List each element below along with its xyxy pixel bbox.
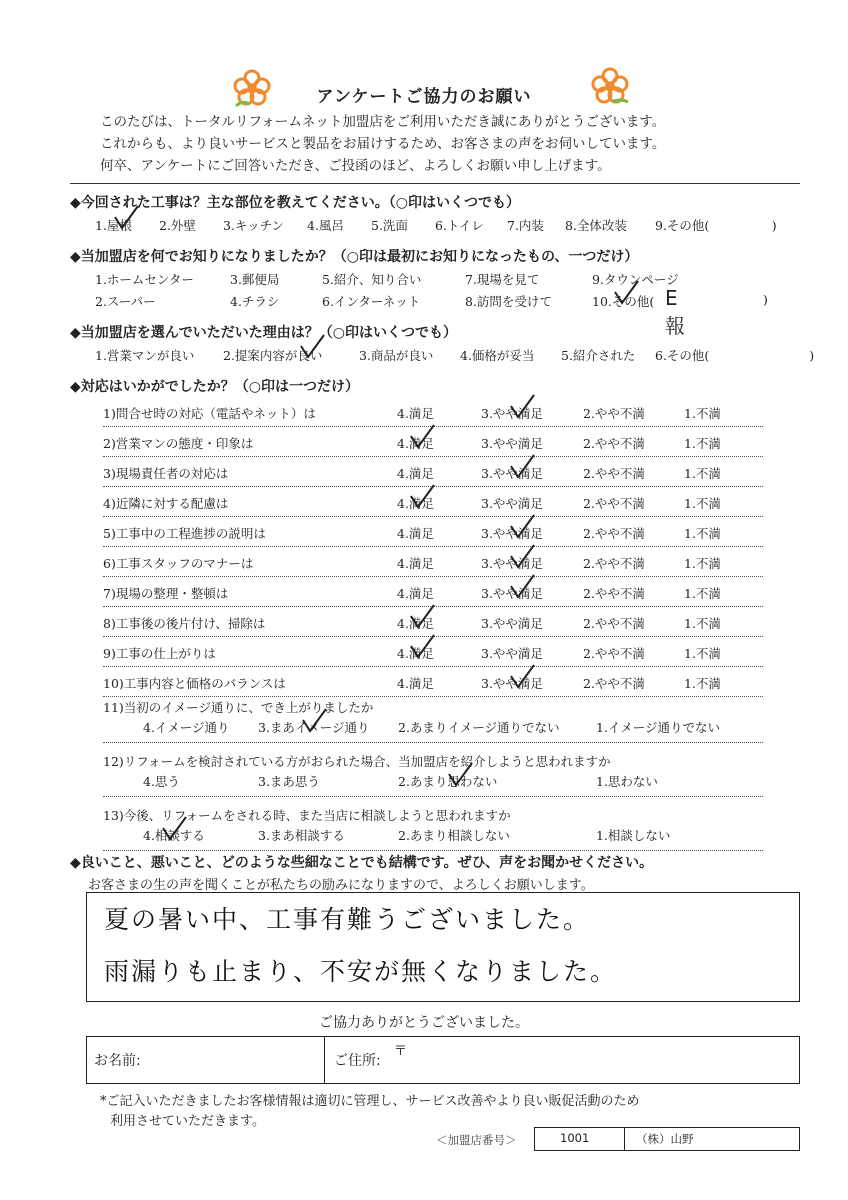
comment-line: 夏の暑い中、工事有難うございました。 xyxy=(104,905,591,934)
rating-choice[interactable]: 2.やや不満 xyxy=(583,406,645,421)
rating-row-label: 3)現場責任者の対応は xyxy=(103,466,229,481)
q3-option[interactable]: 1.営業マンが良い xyxy=(95,348,195,363)
check-mark-icon xyxy=(508,572,536,602)
extra-choice[interactable]: 3.まあ思う xyxy=(258,774,320,789)
q3-heading: ◆当加盟店を選んでいただいた理由は？（○印はいくつでも） xyxy=(70,325,457,341)
name-label: お名前: xyxy=(94,1053,141,1069)
comment-line: 雨漏りも止まり、不安が無くなりました。 xyxy=(104,957,618,986)
extra-question-label: 12)リフォームを検討されている方がおられた場合、当加盟店を紹介しようと思われますか xyxy=(103,754,611,769)
extra-choice[interactable]: 1.相談しない xyxy=(596,828,671,843)
rating-choice[interactable]: 2.やや不満 xyxy=(583,556,645,571)
row-divider xyxy=(103,666,763,667)
q2-heading: ◆当加盟店を何でお知りになりましたか？（○印は最初にお知りになったもの、一つだけ） xyxy=(70,249,639,265)
extra-choice[interactable]: 4.思う xyxy=(143,774,180,789)
rating-choice[interactable]: 1.不満 xyxy=(684,466,721,481)
check-mark-icon xyxy=(300,706,328,736)
q2-option[interactable]: 7.現場を見て xyxy=(465,272,540,287)
thanks-text: ご協力ありがとうございました。 xyxy=(319,1015,529,1031)
postal-mark: 〒 xyxy=(394,1044,408,1059)
rating-row-label: 8)工事後の後片付け、掃除は xyxy=(103,616,266,631)
rating-choice[interactable]: 1.不満 xyxy=(684,436,721,451)
rating-row-label: 6)工事スタッフのマナーは xyxy=(103,556,254,571)
q2-option[interactable]: 9.タウンページ xyxy=(592,272,679,287)
rating-choice[interactable]: 3.やや満足 xyxy=(481,556,543,571)
rating-choice[interactable]: 1.不満 xyxy=(684,616,721,631)
check-mark-icon xyxy=(112,203,140,233)
row-divider xyxy=(103,456,763,457)
address-field[interactable] xyxy=(410,1040,790,1080)
q1-option[interactable]: 6.トイレ xyxy=(435,218,484,233)
rating-choice[interactable]: 4.満足 xyxy=(397,496,434,511)
contact-divider xyxy=(324,1036,325,1084)
rating-choice[interactable]: 2.やや不満 xyxy=(583,646,645,661)
rating-choice[interactable]: 4.満足 xyxy=(397,466,434,481)
q1-option[interactable]: 3.キッチン xyxy=(223,218,285,233)
rating-choice[interactable]: 1.不満 xyxy=(684,676,721,691)
rating-choice[interactable]: 2.やや不満 xyxy=(583,676,645,691)
q2-option[interactable]: 3.郵便局 xyxy=(230,272,280,287)
q1-option[interactable]: 5.洗面 xyxy=(371,218,408,233)
extra-choice[interactable]: 2.あまりイメージ通りでない xyxy=(398,720,560,735)
row-divider xyxy=(103,796,763,797)
rating-choice[interactable]: 2.やや不満 xyxy=(583,466,645,481)
row-divider xyxy=(103,576,763,577)
rating-choice[interactable]: 2.やや不満 xyxy=(583,496,645,511)
check-mark-icon xyxy=(612,278,640,308)
q1-option[interactable]: 9.その他( ) xyxy=(655,218,777,233)
rating-choice[interactable]: 3.やや満足 xyxy=(481,466,543,481)
rating-choice[interactable]: 3.やや満足 xyxy=(481,586,543,601)
check-mark-icon xyxy=(446,760,474,790)
q2-option[interactable]: 10.その他( xyxy=(592,294,655,309)
rating-row-label: 9)工事の仕上がりは xyxy=(103,646,216,661)
rating-row-label: 4)近隣に対する配慮は xyxy=(103,496,229,511)
member-name: （株）山野 xyxy=(636,1132,694,1146)
intro-line: 何卒、アンケートにご回答いただき、ご投函のほど、よろしくお願い申し上げます。 xyxy=(100,158,611,174)
address-label: ご住所: xyxy=(334,1053,381,1069)
privacy-notice: 利用させていただきます。 xyxy=(110,1114,265,1129)
rating-row-label: 5)工事中の工程進捗の説明は xyxy=(103,526,266,541)
rating-choice[interactable]: 4.満足 xyxy=(397,436,434,451)
q4-heading: ◆対応はいかがでしたか？（○印は一つだけ） xyxy=(70,379,359,395)
row-divider xyxy=(103,742,763,743)
divider xyxy=(70,183,800,184)
q3-option[interactable]: 6.その他( ) xyxy=(655,348,815,363)
member-number: 1001 xyxy=(560,1131,590,1145)
rating-choice[interactable]: 1.不満 xyxy=(684,406,721,421)
check-mark-icon xyxy=(160,814,188,844)
extra-choice[interactable]: 4.イメージ通り xyxy=(143,720,230,735)
name-field[interactable] xyxy=(160,1040,320,1080)
extra-question-label: 11)当初のイメージ通りに、でき上がりましたか xyxy=(103,700,374,715)
member-label: ＜加盟店番号＞ xyxy=(436,1133,517,1147)
rating-row-label: 7)現場の整理・整頓は xyxy=(103,586,229,601)
q2-option[interactable]: 4.チラシ xyxy=(230,294,280,309)
q1-option[interactable]: 4.風呂 xyxy=(307,218,344,233)
q1-heading: ◆今回された工事は？主な部位を教えてください。（○印はいくつでも） xyxy=(70,195,520,211)
rating-choice[interactable]: 1.不満 xyxy=(684,586,721,601)
rating-choice[interactable]: 3.やや満足 xyxy=(481,436,543,451)
rating-row-label: 1)問合せ時の対応（電話やネット）は xyxy=(103,406,316,421)
extra-choice[interactable]: 3.まあ相談する xyxy=(258,828,345,843)
q2-option[interactable]: 5.紹介、知り合い xyxy=(322,272,422,287)
rating-choice[interactable]: 3.やや満足 xyxy=(481,676,543,691)
rating-choice[interactable]: 3.やや満足 xyxy=(481,406,543,421)
member-divider xyxy=(624,1127,625,1151)
q5-sub: お客さまの生の声を聞くことが私たちの励みになりますので、よろしくお願いします。 xyxy=(88,878,594,893)
q2-option[interactable]: 1.ホームセンター xyxy=(95,272,194,287)
q1-option[interactable]: 2.外壁 xyxy=(159,218,196,233)
q1-option[interactable]: 7.内装 xyxy=(507,218,544,233)
q3-option[interactable]: 4.価格が妥当 xyxy=(460,348,535,363)
q2-other-handwritten: E報 xyxy=(665,286,685,338)
row-divider xyxy=(103,850,763,851)
rating-choice[interactable]: 3.やや満足 xyxy=(481,526,543,541)
check-mark-icon xyxy=(508,392,536,422)
page-title: アンケートご協力のお願い xyxy=(316,87,532,107)
extra-choice[interactable]: 3.まあイメージ通り xyxy=(258,720,370,735)
q3-option[interactable]: 3.商品が良い xyxy=(359,348,434,363)
extra-choice[interactable]: 2.あまり相談しない xyxy=(398,828,510,843)
check-mark-icon xyxy=(508,542,536,572)
extra-question-label: 13)今後、リフォームをされる時、また当店に相談しようと思われますか xyxy=(103,808,511,823)
check-mark-icon xyxy=(408,482,436,512)
rating-choice[interactable]: 4.満足 xyxy=(397,556,434,571)
rating-choice[interactable]: 1.不満 xyxy=(684,526,721,541)
intro-line: これからも、より良いサービスと製品をお届けするため、お客さまの声をお伺いしています。 xyxy=(100,136,666,152)
rating-choice[interactable]: 2.やや不満 xyxy=(583,586,645,601)
rating-choice[interactable]: 2.やや不満 xyxy=(583,616,645,631)
extra-choice[interactable]: 4.相談する xyxy=(143,828,205,843)
rating-row-label: 10)工事内容と価格のバランスは xyxy=(103,676,286,691)
rating-row-label: 2)営業マンの態度・印象は xyxy=(103,436,254,451)
q2-other-close: ) xyxy=(763,292,768,307)
rating-choice[interactable]: 4.満足 xyxy=(397,646,434,661)
q5-heading: ◆良いこと、悪いこと、どのような些細なことでも結構です。ぜひ、声をお聞かせください。 xyxy=(70,855,654,871)
rating-choice[interactable]: 3.やや満足 xyxy=(481,616,543,631)
q2-option[interactable]: 2.スーパー xyxy=(95,294,156,309)
check-mark-icon xyxy=(408,422,436,452)
rating-choice[interactable]: 4.満足 xyxy=(397,616,434,631)
q2-option[interactable]: 6.インターネット xyxy=(322,294,421,309)
row-divider xyxy=(103,696,763,697)
q1-option[interactable]: 1.屋根 xyxy=(95,218,132,233)
privacy-notice: *ご記入いただきましたお客様情報は適切に管理し、サービス改善やより良い販促活動のため xyxy=(100,1094,640,1109)
check-mark-icon xyxy=(508,512,536,542)
rating-choice[interactable]: 4.満足 xyxy=(397,586,434,601)
check-mark-icon xyxy=(508,452,536,482)
q3-option[interactable]: 5.紹介された xyxy=(561,348,636,363)
rating-choice[interactable]: 2.やや不満 xyxy=(583,436,645,451)
rating-choice[interactable]: 4.満足 xyxy=(397,676,434,691)
q3-option[interactable]: 2.提案内容が良い xyxy=(223,348,323,363)
rating-choice[interactable]: 1.不満 xyxy=(684,556,721,571)
check-mark-icon xyxy=(408,602,436,632)
q1-option[interactable]: 8.全体改装 xyxy=(565,218,627,233)
extra-choice[interactable]: 1.イメージ通りでない xyxy=(596,720,721,735)
row-divider xyxy=(103,516,763,517)
extra-choice[interactable]: 2.あまり思わない xyxy=(398,774,498,789)
rating-choice[interactable]: 4.満足 xyxy=(397,406,434,421)
rating-choice[interactable]: 3.やや満足 xyxy=(481,496,543,511)
q2-option[interactable]: 8.訪問を受けて xyxy=(465,294,552,309)
check-mark-icon xyxy=(508,662,536,692)
rating-choice[interactable]: 1.不満 xyxy=(684,646,721,661)
check-mark-icon xyxy=(408,632,436,662)
rating-choice[interactable]: 4.満足 xyxy=(397,526,434,541)
rating-choice[interactable]: 2.やや不満 xyxy=(583,526,645,541)
extra-choice[interactable]: 1.思わない xyxy=(596,774,658,789)
rating-choice[interactable]: 3.やや満足 xyxy=(481,646,543,661)
row-divider xyxy=(103,546,763,547)
rating-choice[interactable]: 1.不満 xyxy=(684,496,721,511)
intro-line: このたびは、トータルリフォームネット加盟店をご利用いただき誠にありがとうございます。 xyxy=(100,114,666,130)
check-mark-icon xyxy=(298,332,326,362)
